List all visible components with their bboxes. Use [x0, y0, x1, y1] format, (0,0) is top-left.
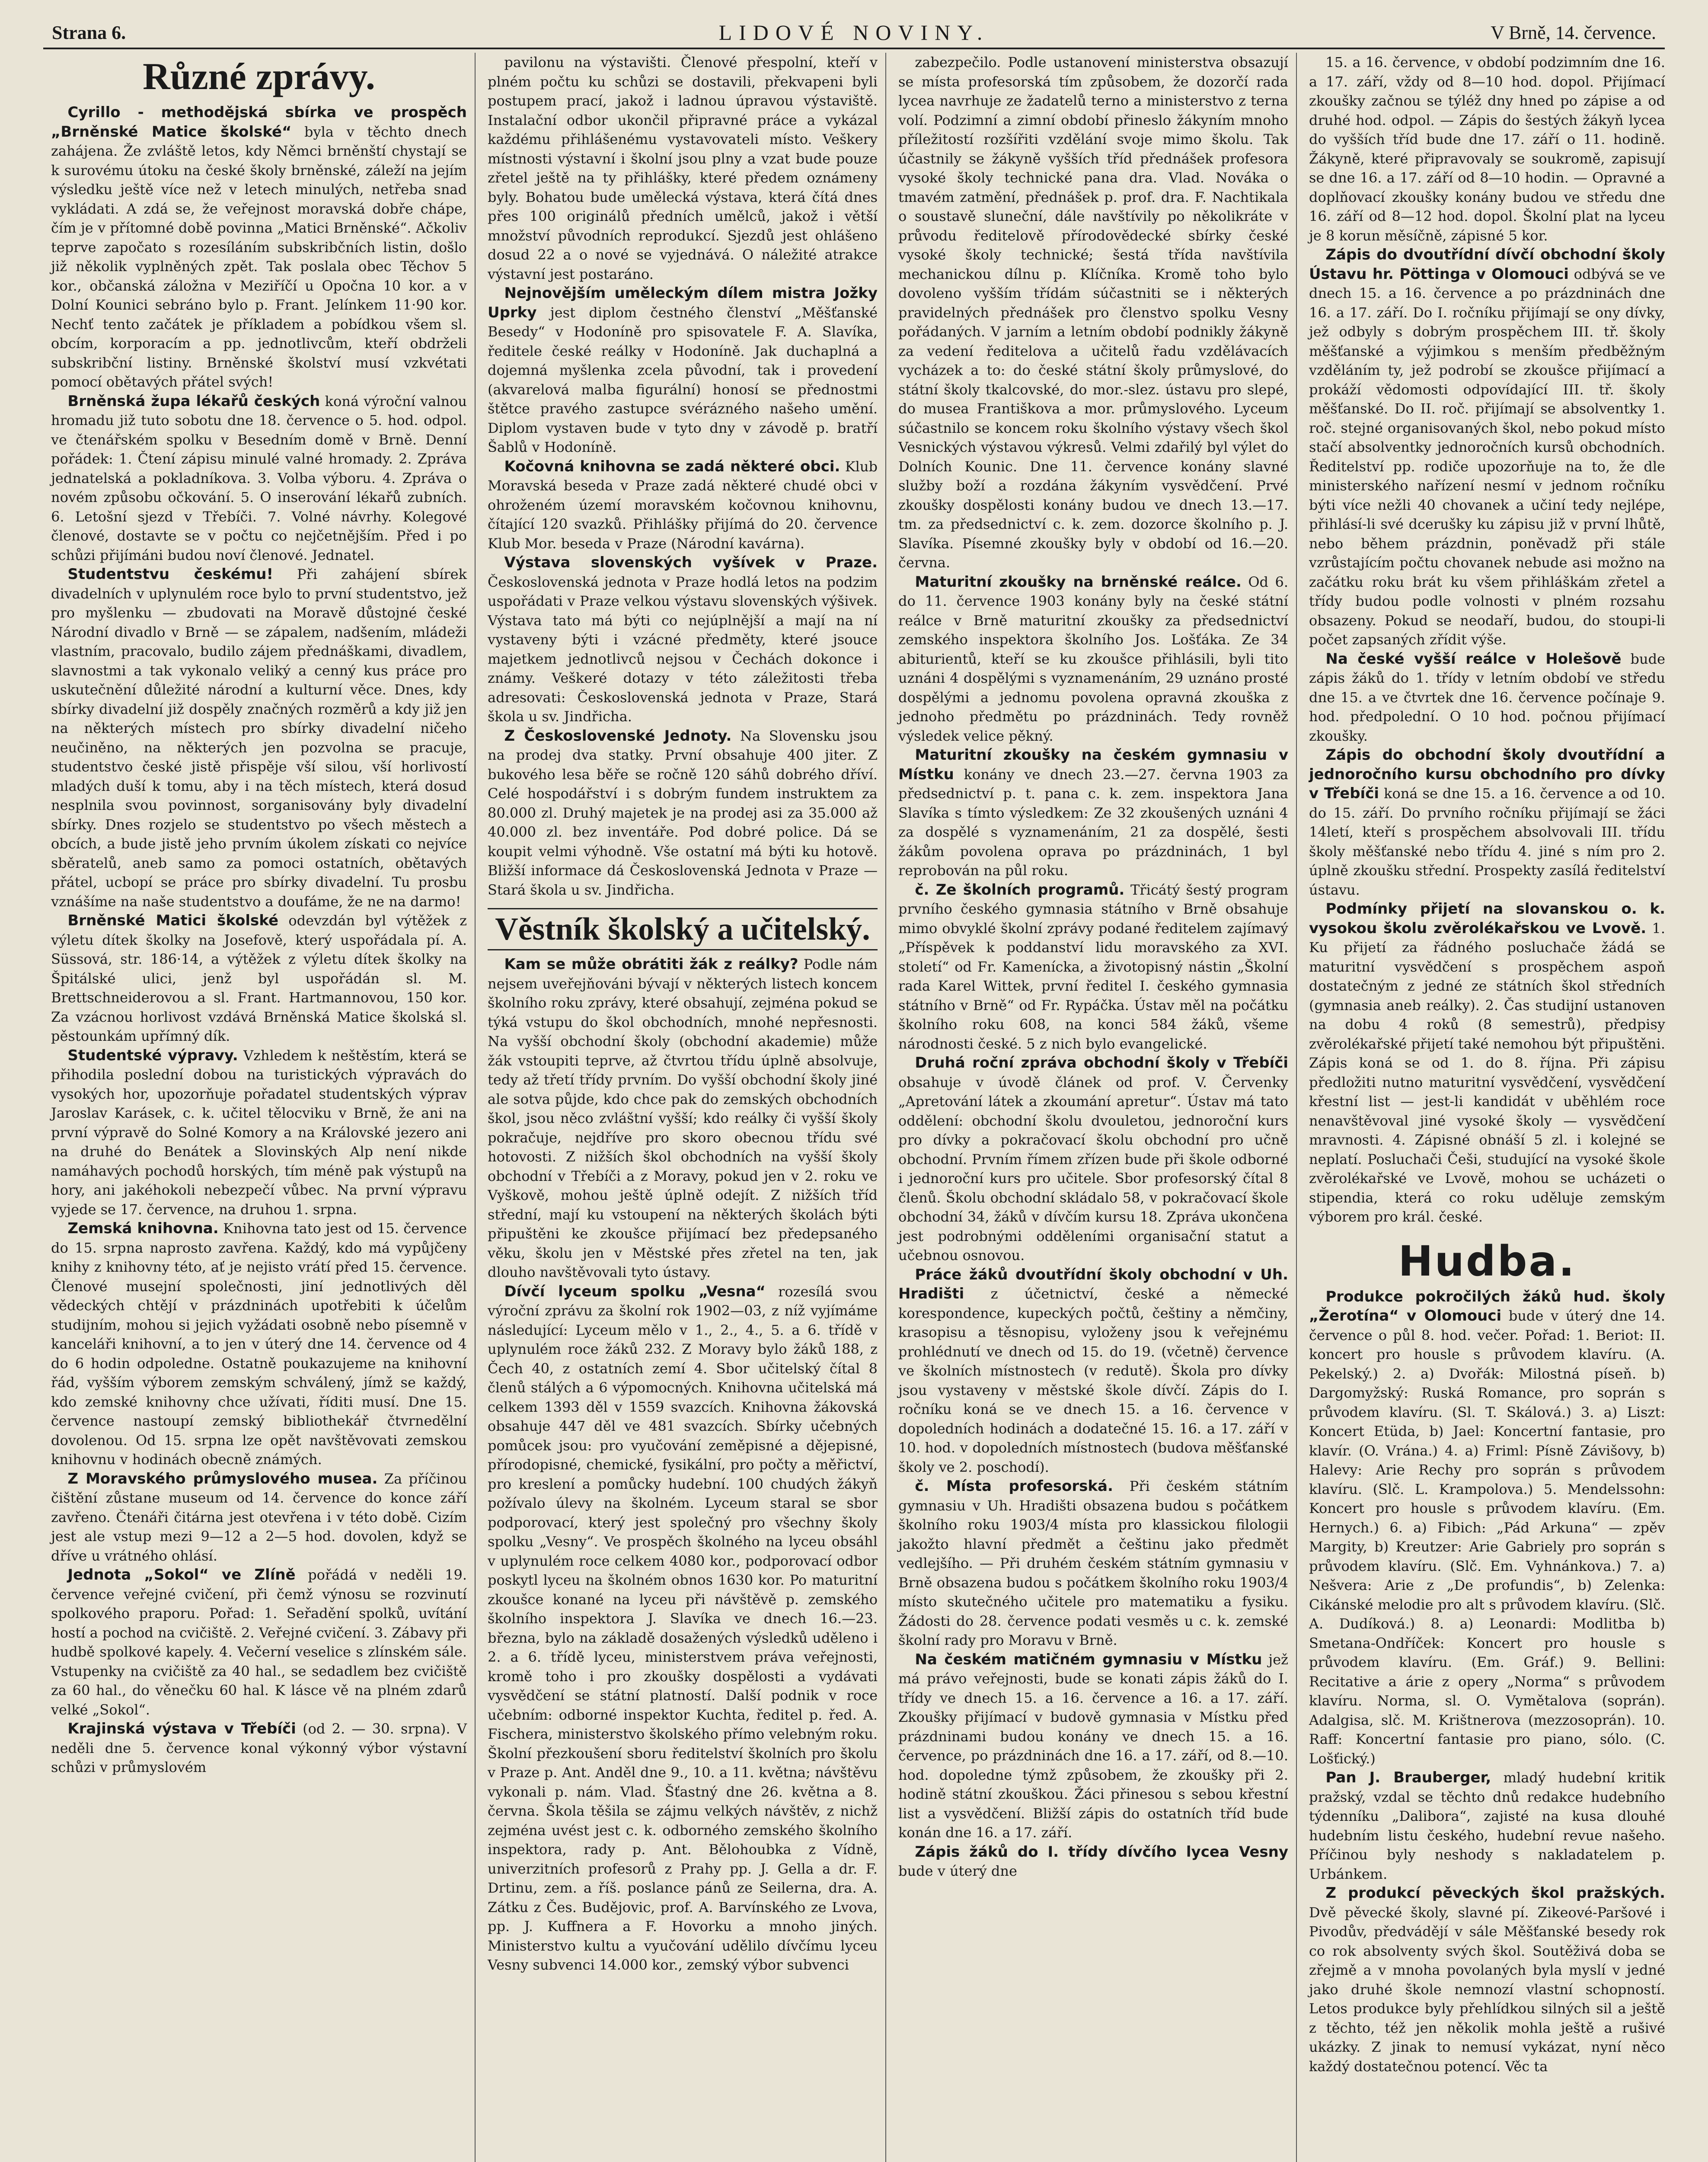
section-title-hudba: Hudba. [1398, 1237, 1576, 1286]
article-heading: Studentstvu českému! [67, 566, 274, 583]
article-paragraph [1309, 649, 1665, 746]
article-heading: Práce žáků dvoutřídní školy obchodní v Uh. Hradišti [898, 1266, 1288, 1302]
article-heading: Kam se může obrátiti žák z reálky? [504, 956, 798, 973]
article-paragraph [488, 726, 878, 900]
article-heading: č. Ze školních programů. [915, 881, 1125, 899]
masthead [43, 17, 1665, 49]
article-heading: Studentské výpravy. [67, 1046, 238, 1064]
article-text: odevzdán byl výtěžek z výletu dítek školky na Josefově, který uspořádala pí. A. Süssová, str. 186·14, a výtěžek z výletu dítek školky na Špitálské ulici, jenž byl uspořádán sl. M. Brettschneiderovou a sl. Frant. Hartmannovou, 150 kor. Za vzácnou horlivost vzdává Brněnská Matice školská sl. pěstounkám upřímný dík. [51, 912, 467, 1044]
article-text: Dvě pěvecké školy, slavné pí. Zikeové-Paršové i Pivodův, předvádějí v sále Měšťanské besedy rok co rok absolventy svých škol. Soutěživá doba se zřejmě a v mnoha povolaných byla myslí v jedné jako druhé škole nemnozí vlastní schopností. Letos produkce byly přehlídkou silných sil a ještě z těchto, též jen několik mohla ještě a rušivé ukázky. Z jinak to nemusí vykázat, nyní něco každý dostatečnou potencí. Věc ta [1309, 1904, 1665, 2075]
article-text: z účetnictví, české a německé korespondence, kupeckých počtů, češtiny a němčiny, krasopisu a těsnopisu, vyloženy jsou k veřejnému prohlédnutí ve dnech od 15. do 19. (včetně) července ve školních místnostech (v redutě). Škola pro dívky jsou vystaveny v městské škole dívčí. Zápis do I. ročníku koná se ve dnech 15. a 16. července v dopoledních hodinách a dodatečné 15. 16. a 17. září v 10. hod. v dopoledních místnostech (budova měšťanské školy ve 2. poschodí). [898, 1286, 1288, 1475]
article-text: jež má právo veřejnosti, bude se konati zápis žáků do I. třídy ve dnech 15. a 16. července a 16. a 17. září. Zkoušky přijímací v budově gymnasia v Místku před prázdninami budou konány ve dnech 15. a 16. července, po prázdninách dne 16. a 17. září, od 8.—10. hod. dopoledne týmž způsobem, že zkoušky při 2. hodině státní zkouškou. Žáci přinesou s sebou křestní list a vysvědčení. Bližší zápis do ostatních tříd bude konán dne 16. a 17. září. [898, 1651, 1289, 1841]
issue-date: V Brně, 14. července. [1491, 22, 1656, 43]
article-text: koná se dne 15. a 16. července a od 10. do 15. září. Do prvního ročníku přijímají se žáci 14letí, kteří s prospěchem absolvovali III. třídu školy měšťanské nebo třídu 4. jiné s ním pro 2. úplně zkoušku střední. Prospekty zasílá ředitelství ústavu. [1309, 785, 1665, 898]
article-paragraph [1309, 1884, 1665, 2076]
article-heading: Zápis do obchodní školy dvoutřídní a jednoročního kursu obchodního pro dívky v Třebíči [1309, 746, 1665, 802]
article-text: pořádá v neděli 19. července veřejné cvičení, při čemž výnosu se rozvinutí spolkového praporu. Pořad: 1. Seřadění spolků, uvítání hostí a pochod na cvičiště. 2. Veřejné cvičení. 3. Zábavy při hudbě spolkové kapely. 4. Večerní veselice s zlínském sále. Vstupenky na cvičiště za 40 hal., se sedadlem bez cvičiště za 60 hal., do věnečku 60 hal. K lásce vě na plném zdarů velké „Sokol“. [51, 1567, 467, 1718]
article-heading: Druhá roční zpráva obchodní školy v Třebíči [915, 1054, 1288, 1071]
article-paragraph [51, 1469, 467, 1566]
article-text: Třicátý šestý program prvního českého gymnasia státního v Brně obsahuje mimo obvyklé školní zprávy podané ředitelem zajímavý „Příspěvek k poddanství lidu moravského za XVI. století“ od Fr. Kamenícka, a životopisný nástin „Školní rada Karel Wittek, první ředitel I. českého gymnasia státního v Brně“ od Fr. Rypáčka. Ústav měl na počátku školního roku 608, na konci 584 žáků, všeme národnosti české. 5 z nich bylo evangelické. [898, 881, 1289, 1052]
column-2 [480, 53, 886, 2162]
article-paragraph [1309, 1287, 1665, 1769]
article-text: pavilonu na výstavišti. Členové přespolní, kteří v plném počtu ku schůzi se dostavili, překvapeni byli postupem prací, jakož i ladnou úpravou výstaviště. Instalační odbor ukončil připravné práce a vykázal každému přihlášenému vystavovateli místo. Veškery místnosti výstavní i školní jsou plny a vzat bude pouze zřetel ještě na ty přihlášky, které předem oznámeny byly. Bohatou bude umělecká výstava, která čítá dnes přes 100 originálů předních umělců, jakož i větší množství původních reprodukcí. Sjezdů jest ohlášeno dosud 22 a o nové se vyjednává. O náležité atrakce výstavní jest postaráno. [488, 54, 878, 282]
article-heading: Z Československé Jednoty. [504, 727, 732, 745]
article-text: 1. Ku přijetí za řádného posluchače žádá se maturitní vysvědčení s prospěchem aspoň dostatečným z jedné ze státních škol středních (gymnasia aneb reálky). 2. Čas studijní ustanoven na dobu 4 roků (8 semestrů), předpisy zvěrolékařské přijetí také nemohou být připuštěni. Zápis koná se od 1. do 8. října. Při zápisu předložiti nutno maturitní vysvědčení, vysvědčení křestní list — jest-li kandidát v uběhlém roce nenavštěvoval jiné vysoké školy — vysvědčení mravnosti. 4. Zápisné obnáší 5 zl. i kolejné se neplatí. Posluchači Češi, studující na vysoké škole zvěrolékařské ve Lvově, mohou se ucházeti o stipendia, která co roku uděluje zemským výborem pro král. české. [1309, 920, 1665, 1225]
article-paragraph [898, 53, 1288, 572]
article-heading: Zemská knihovna. [67, 1220, 219, 1237]
article-heading: Výstava slovenských vyšívek v Praze. [504, 554, 878, 571]
article-paragraph [488, 955, 878, 1282]
article-text: mladý hudební kritik pražský, vzdal se těchto dnů redakce hudebního týdenníku „Dalibora“, zajisté na kusa dlouhé hudebním listu českého, hudební revue našeho. Příčinou byly neshody s nakladatelem p. Urbánkem. [1309, 1769, 1665, 1882]
article-heading: č. Místa profesorská. [915, 1478, 1113, 1495]
article-heading: Podmínky přijetí na slovanskou o. k. vysokou školu zvěrolékařskou ve Lvově. [1309, 900, 1665, 937]
article-text: bude zápis žáků do 1. třídy v letním období ve středu dne 15. a ve čtvrtek dne 16. července počínaje 9. hod. předpolední. O 10 hod. počnou přijímací zkoušky. [1309, 650, 1666, 744]
article-paragraph [1309, 1768, 1665, 1884]
article-text: jest diplom čestného členství „Měšťanské Besedy“ v Hodoníně pro spisovatele F. A. Slavíka, ředitele české reálky v Hodoníně. Jak duchaplná a dojemná myšlenka zcela původní, tak i provedení (akvarelová malba figurální) honosí se přednostmi štětce pravého zastupce svérázného našeho umění. Diplom vystaven bude v tyto dny v závodě p. bratří Šablů v Hodoníně. [488, 304, 878, 455]
article-heading: Maturitní zkoušky na brněnské reálce. [915, 573, 1242, 591]
article-heading: Brněnská župa lékařů českých [67, 392, 320, 410]
article-heading: Cyrillo - methodějská sbírka ve prospěch „Brněnské Matice školské“ [51, 104, 467, 141]
column-4 [1301, 53, 1673, 2162]
article-heading: Dívčí lyceum spolku „Vesna“ [504, 1282, 766, 1300]
article-text: Od 6. do 11. července 1903 konány byly na české státní reálce v Brně maturitní zkoušky za předsednictví zemského inspektora školního Jos. Lošťáka. Ze 34 abiturientů, kteří se ku zkoušce přihlásili, byli tito uznáni 4 dospělými s vyznamenáním, 29 uznáno prosté dospělými a jednomu povolena opravná zkouška z jednoho předmětu po prázdninách. Tedy rovněž výsledek velice pěkný. [898, 573, 1289, 744]
article-text: obsahuje v úvodě článek od prof. V. Červenky „Apretování látek a zkoumání apretur“. Ústav má tato oddělení: obchodní školu dvouletou, jednoroční kurs pro dívky a pokračovací školu obchodní pro učně obchodní. Prvním římem zřízen bude při škole odborné i jednoroční kurs pro učitele. Sbor profesorský čítal 8 členů. Školu obchodní skládalo 58, v pokračovací škole obchodní 34, žáků v dívčím kursu 18. Zpráva ukončena jest podrobnými odděleními organisační statut a učebnou osnovou. [898, 1074, 1288, 1263]
article-text: Klub Moravská beseda v Praze zadá některé chudé obci v ohroženém území moravském kočovnou knihovnu, čítající 120 svazků. Přihlášky přijímá do 20. července Klub Mor. beseda v Praze (Národní kavárna). [488, 458, 878, 552]
article-paragraph [51, 1046, 467, 1219]
article-paragraph [51, 103, 467, 392]
article-heading: Z Moravského průmyslového musea. [67, 1470, 378, 1487]
article-paragraph [51, 565, 467, 911]
article-heading: Brněnské Matici školské [67, 912, 279, 929]
section-title-vestnik: Věstník školský a učitelský. [488, 908, 878, 950]
article-paragraph [1309, 899, 1665, 1227]
article-heading: Na české vyšší reálce v Holešově [1325, 650, 1622, 668]
article-paragraph [898, 1477, 1288, 1650]
article-paragraph [898, 1265, 1288, 1477]
columns [43, 53, 1665, 2162]
article-heading: Krajinská výstava v Třebíči [67, 1720, 296, 1737]
article-paragraph [1309, 245, 1665, 649]
article-paragraph [488, 1282, 878, 1975]
article-text: Na Slovensku jsou na prodej dva statky. První obsahuje 400 jiter. Z bukového lesa běře se ročně 120 sáhů dobrého dříví. Celé hospodářství i s dobrým fundem instruktem za 80.000 zl. Druhý majetek je na prodej asi za 35.000 až 40.000 zl. bez inventáře. Pod dobré police. Dá se koupit velmi výhodně. Vše ostatní má býti ku hotově. Bližší informace dá Československá Jednota v Praze — Stará škola u sv. Jindřicha. [488, 727, 878, 898]
article-paragraph [488, 53, 878, 284]
article-text: byla v těchto dnech zahájena. Že zvláště letos, kdy Němci brněnští chystají se k surovému útoku na české školy brněnské, záleží na jejím výsledku ještě více než v letech minulých, netřeba snad vykládati. A zdá se, že veřejnost moravská dobře chápe, čím je v přítomné době povinna „Matici Brněnské“. Ačkoliv teprve započato s rozesíláním subskribčních listin, došlo již několik vyplněných zpět. Tak poslala obec Těchov 5 kor., občanská záložna v Meziříčí u Opočna 10 kor. a v Dolní Kounici sebráno bylo p. Frant. Jelínkem 11·90 kor. Nechť tento začátek je příkladem a pobídkou všem sl. obcím, korporacím a pp. jednotlivcům, kteří obdrželi subskribční listiny. Brněnské školství musí vzkvétati pomocí obětavých přátel svých! [51, 123, 467, 390]
article-paragraph [51, 1719, 467, 1777]
article-heading: Na českém matičném gymnasiu v Místku [915, 1650, 1262, 1668]
article-paragraph [1309, 745, 1665, 899]
article-text: Za příčinou čištění zůstane museum od 14. července do konce září zavřeno. Čtenáři čitárna jest otevřena i v této době. Cizím jest ale vstup mezi 9—12 a 2—5 hod. dovolen, když se dříve u vrátného ohlásí. [51, 1470, 467, 1564]
article-paragraph [898, 745, 1288, 880]
article-text: odbývá se ve dnech 15. a 16. července a po prázdninách dne 16. a 17. září. Do I. ročníku přijímají se ony dívky, jež odbyly s dobrým prospěchem III. tř. školy měšťanské a výjimkou s menším předběžným vzděláním ty, jež podrobí se zkoušce přijímací a prokáží vědomosti odpovídající III. tř. školy měšťanské. Do II. roč. přijímají se absolventky 1. roč. stejné organisovaných škol, nebo pokud místo stačí absolventky jednoročních kursů obchodních. Ředitelství pp. rodiče upozorňuje na to, že dle ministerského nařízení nesmí v jednom ročníku býti více nežli 40 chovanek a učiní tedy nejlépe, přihlásí-li své dcerušky ku zápisu již v první lhůtě, nebo během prázdnin, poněvadž při stále vzrůstajícím počtu chovanek nebude asi možno na začátku roku brát ku všem přihláškám zřetel a třídy budou podle volnosti v plném rozsahu obsazeny. Pokud se neodaří, budou, do stoupi-li počet zapsaných zřídit výše. [1309, 265, 1665, 648]
article-text: (od 2. — 30. srpna). V neděli dne 5. července konal výkonný výbor výstavní schůzi v průmyslovém [51, 1721, 467, 1775]
article-text: Knihovna tato jest od 15. července do 15. srpna naprosto zavřena. Každý, kdo má vypůjčeny knihy z knihovny této, ať je nejisto vrátí před 15. července. Členové musejní společnosti, jiní jednotlivých děl vědeckých chtějí v prázdninách upotřebiti k účelům studijním, mohou si jejich vyžádati osobně nebo písemně v kanceláři knihovní, a to jen v úterý dne 14. července od 4 do 6 hodin odpoledne. Ostatně poukazujeme na knihovní řád, vyšším výborem zemským schválený, jímž se každý, kdo zemské knihovny chce užívati, říditi musí. Dne 15. července nastoupí zemský bibliothekář čtvrnedělní dovolenou. Od 15. srpna lze opět navštěvovati zemskou knihovnu v hodinách obecně známých. [51, 1220, 467, 1468]
article-text: rozesílá svou výroční zprávu za školní rok 1902—03, z níž vyjímáme následující: Lyceum mělo v 1., 2., 4., 5. a 6. třídě v uplynulém roce žáků 232. Z Moravy bylo žáků 188, z Čech 40, z ostatních zemí 4. Sbor učitelský čítal 8 členů stálých a 6 výpomocných. Knihovna učitelská má celkem 1393 děl v 1559 svazcích. Knihovna žákovská obsahuje 447 děl ve 481 svazcích. Sbírky učebných pomůcek jsou: pro vyučování zeměpisné a dějepisné, přírodopisné, chemické, fysikální, pro počty a měřictví, pro kreslení a pomůcky hudební. 100 chudých žákyň požívalo úlevy na školném. Lyceum staral se sbor podporovací, který jest společný pro všechny školy spolku „Vesny“. Ve prospěch školného na lyceu obsáhl v uplynulém roce celkem 4080 kor., podporovací odbor poskytl lyceu na školném obnos 1630 kor. Po maturitní zkoušce konané na lyceu při návštěvě p. zemského školního inspektora J. Slavíka ve dnech 16.—23. března, bylo na základě dosažených výsledků uděleno i 2. a 6. třídě lyceu, ministerstvem práva veřejnosti, kromě toho i pro zkoušky dospělosti a vydávati vysvědčení se státní platností. Další podnik v roce učebním: odborné inspektor Kuchta, ředitel p. řed. A. Fischera, ministerstvo školského přímo velebným roku. Školní přezkoušení sboru ředitelství školních pro školu v Praze p. Ant. Anděl dne 9., 10. a 11. května; návštěvu vykonali p. nám. Vlad. Šťastný dne 26. května a 8. června. Škola těšila se zájmu velkých návštěv, z nichž zejména uvést jest c. k. odborného zemského školního inspektora, rady p. Ant. Bělohoubka z Vídně, univerzitních profesorů z Prahy pp. J. Gella a dr. F. Drtinu, zem. a říš. poslance pánů ze Seilerna, dra. A. Zátku z Čes. Budějovic, prof. A. Barvínského ze Lvova, pp. J. Kuffnera a F. Hovorku a mnoho jiných. Ministerstvo kultu a vyučování udělilo dívčímu lyceu Vesny subvenci 14.000 kor., zemský výbor subvenci [488, 1283, 878, 1973]
section-title-ruzne-zpravy: Různé zprávy. [143, 56, 375, 98]
article-paragraph [51, 392, 467, 565]
article-text: Při českém státním gymnasiu v Uh. Hradišti obsazena budou s počátkem školního roku 1903/4 místa pro klassickou filologii jakožto hlavní předmět a češtinu jako předmět vedlejšího. — Při druhém českém státním gymnasiu v Brně obsazena budou s počátkem školního roku 1903/4 místo skutečného učitele pro matematiku a fysiku. Žádosti do 28. července podati vesměs u c. k. zemské školní rady pro Moravu v Brně. [898, 1478, 1288, 1648]
article-paragraph [898, 1053, 1288, 1265]
article-paragraph [488, 284, 878, 457]
article-paragraph [898, 1842, 1288, 1881]
article-heading: Zápis do dvoutřídní dívčí obchodní školy Ústavu hr. Pöttinga v Olomouci [1309, 246, 1665, 283]
article-paragraph [898, 880, 1288, 1054]
article-text: bude v úterý dne 14. července o půl 8. hod. večer. Pořad: 1. Beriot: II. koncert pro housle s průvodem klavíru. (A. Pekelský.) 2. a) Dvořák: Milostná píseň. b) Dargomyžský: Ruská Romance, pro soprán s průvodem klavíru. (Sl. T. Skálová.) 3. a) Liszt: Koncert Etüda, b) Jael: Koncertní fantasie, pro klavír. (O. Vrána.) 4. a) Friml: Písně Závišovy, b) Halevy: Arie Rechy pro soprán s průvodem klavíru. (Slč. L. Krampolova.) 5. Mendelssohn: Koncert pro housle s průvodem klavíru. (Em. Hernych.) 6. a) Fibich: „Pád Arkuna“ — zpěv Margity, b) Kreutzer: Arie Gabriely pro soprán s průvodem klavíru. (Slč. Em. Vyhnánkova.) 7. a) Nešvera: Arie z „De profundis“, b) Zelenka: Cikánské melodie pro alt s průvodem klavíru. (Slč. A. Dudíková.) 8. a) Leonardi: Modlitba b) Smetana-Ondříček: Koncert pro housle s průvodem klavíru. (Em. Gráf.) 9. Bellini: Recitative a árie z opery „Norma“ s průvodem klavíru. Norma, sl. O. Vymětalova (soprán). Adalgisa, slč. M. Krištnerova (mezzosoprán). 10. Raff: Koncertní fantasie pro piano, sólo. (C. Lošťický.) [1309, 1308, 1666, 1767]
article-paragraph [488, 553, 878, 726]
page-number: Strana 6. [52, 22, 126, 43]
column-3 [891, 53, 1297, 2162]
newspaper-title: LIDOVÉ NOVINY. [718, 20, 990, 45]
article-heading: Zápis žáků do I. třídy dívčího lycea Vesny [915, 1843, 1288, 1861]
article-paragraph [1309, 53, 1665, 245]
article-text: konány ve dnech 23.—27. června 1903 za předsednictví p. t. pana c. k. zem. inspektora Jana Slavíka s tímto výsledkem: Ze 32 zkoušených uznáni 4 za dospělé s vyznamenáním, 21 za dospělé, šesti žákům povolena oprava po prázdninách, 1 byl reprobován na půl roku. [898, 766, 1288, 879]
article-text: Vzhledem k neštěstím, která se přihodila poslední dobou na turistických výpravách do vysokých hor, upozorňuje pořadatel studentských výprav Jaroslav Karásek, c. k. učitel tělocviku v Brně, že ani na první výpravě do Solné Komory a na Královské jezero ani na druhé do Benátek a Slovinských Alp není nikde namáhavých pochodů horských, tím méně pak výstupů na hory, ani jakéhokoli nebezpečí vůbec. Na první výpravu vyjede se 17. července, na druhou 1. srpna. [51, 1047, 467, 1218]
article-text: koná výroční valnou hromadu již tuto sobotu dne 18. července o 5. hod. odpol. ve čtenářském spolku v Besedním domě v Brně. Denní pořádek: 1. Čtení zápisu minulé valné hromady. 2. Zpráva jednatelská a pokladníkova. 3. Volba výboru. 4. Zpráva o novém způsobu očkování. 5. O inserování lékařů zubních. 6. Letošní sjezd v Třebíči. 7. Volné návrhy. Kolegové členové, dostavte se v počtu co nejčetnějším. Před i po schůzi přijímáni budou noví členové. Jednatel. [51, 393, 467, 563]
article-heading: Jednota „Sokol“ ve Zlíně [67, 1566, 296, 1583]
article-text: Při zahájení sbírek divadelních v uplynulém roce bylo to první studentstvo, jež pro myšlenku — zbudovati na Moravě důstojné české Národní divadlo v Brně — se zápalem, nadšením, mládeži vlastním, pracovalo, budilo zájem přednáškami, divadlem, slavnostmi a tak vykonalo veliký a cenný kus práce pro uskutečnění důležité národní a kulturní věce. Dnes, kdy sbírky divadelní již dospěly značných rozměrů a kdy již jen na některých místech pro sbírky divadelní ničeho neučiněno, na některých jen pozvolna se pracuje, studentstvo české jistě přispěje vší silou, vší horlivostí mladých duší k tomu, aby i na těch místech, která dosud nesplnila svou povinnost, sorganisovány byly divadelní sbírky. Dnes rozjelo se studentstvo po všech městech a obcích, a bude jistě jeho prvním úkolem získati co nejvíce sběratelů, aneb samo za pomoci ostatních, obětavých přátel, ucbopí se práce pro sbírky divadelní. Tu prosbu vznášíme na naše studentstvo a doufáme, že ne na darmo! [51, 566, 467, 910]
article-heading: Z produkcí pěveckých škol pražských. [1325, 1884, 1665, 1902]
article-heading: Nejnovějším uměleckým dílem mistra Jožky Uprky [488, 285, 878, 321]
article-heading: Pan J. Brauberger, [1325, 1769, 1491, 1786]
article-paragraph [51, 1565, 467, 1719]
article-paragraph [898, 572, 1288, 746]
article-text: Československá jednota v Praze hodlá letos na podzim uspořádati v Praze velkou výstavu slovenských výšivek. Výstava tato má býti co nejúplnější a mají na ní vystaveny býti i vzácné předměty, které jsouce majetkem jednotlivců nejsou v Čechách dokonce i známy. Veškeré dotazy v této záležitosti třeba adresovati: Československá jednota v Praze, Stará škola u sv. Jindřicha. [488, 573, 878, 725]
article-text: zabezpečilo. Podle ustanovení ministerstva obsazují se místa profesorská tím způsobem, že dozorčí rada lycea navrhuje ze žadatelů terno a ministerstvo z terna volí. Podzimní a zimní období přineslo žákyním mnoho příležitostí rozšířiti vzdělání svoje mimo školu. Tak účastnily se žákyně vyšších tříd přednášek profesora vysoké školy technické pana dra. Vlad. Nováka o tmavém zatmění, přednášek p. prof. dra. F. Nachtikala o soustavě sluneční, dále navštívily po několikráte v průvodu ředitelově přírodovědecké sbírky české vysoké školy technické; šestá třída navštívila mechanickou dílnu p. Klíčníka. Kromě toho bylo dovoleno vyšším třídám súčastniti se i některých pravidelných přednášek pro členstvo spolku Vesny pořádaných. V jarním a letním období podnikly žákyně za vedení ředitelova a učitelů řadu vzdělávacích vycházek a to: do české státní školy průmyslové, do státní školy tkalcovské, do mor.-slez. ústavu pro slepé, do musea Františkova a mor. průmyslového. Lyceum súčastnilo se koncem roku školního výstavy všech škol Vesnických výstavou výkresů. Velmi zdařilý byl výlet do Dolních Kounic. Dne 11. července konány slavné služby boží a rozdána žákyním vysvědčení. Prvé zkoušky dospělosti konány budou ve dnech 13.—17. tm. za předsednictví c. k. zem. dozorce školního p. J. Slavíka. Písemné zkoušky byly v období od 16.—20. června. [898, 54, 1288, 571]
article-paragraph [488, 457, 878, 553]
article-heading: Maturitní zkoušky na českém gymnasiu v Místku [898, 746, 1288, 783]
article-paragraph [51, 1219, 467, 1469]
column-1 [43, 53, 476, 2162]
article-paragraph [51, 911, 467, 1046]
article-heading: Produkce pokročilých žáků hud. školy „Žerotína“ v Olomouci [1309, 1288, 1665, 1324]
article-text: Podle nám nejsem uveřejňováni bývají v některých listech koncem školního roku zprávy, které obsahují, zejména pokud se týká vstupu do škol obchodních, mnohé nepřesnosti. Na vyšší obchodní školy (obchodní akademie) může žák vstoupiti teprve, až čtvrtou třídu úplně absolvuje, tedy až třetí třídy prvním. Do vyšší obchodní školy jiné ale sotva půjde, kdo chce pak do zemských obchodních škol, jsou něco zvláštní vyšší; kdo reálky či vyšší školy pokračuje, nejdříve pro skoro obecnou třídu své hotovosti. Z nižších škol obchodních na vyšší školy obchodní v Třebíči a z Moravy, pokud jen v 2. roku ve Vyškově, mohou ještě úplně odejít. Z nižších tříd střední, mají ku vstoupení na některých školách býti připuštěni ke zkoušce přijímací bez předepsaného věku, školu jen v Městské přes zřetel na ten, jak dlouho navštěvovali tyto ústavy. [488, 956, 878, 1280]
article-heading: Kočovná knihovna se zadá některé obci. [504, 457, 840, 475]
article-text: 15. a 16. července, v období podzimním dne 16. a 17. září, vždy od 8—10 hod. dopol. Přijímací zkoušky začnou se týléž dny hned po zápise a od druhé hod. odpol. — Zápis do šestých žákyň lycea do vyšších tříd bude dne 17. září o 11. hodině. Žákyně, které připravovaly se soukromě, zapisují se dne 16. a 17. září od 8—10 hodin. — Opravné a doplňovací zkoušky konány budou ve středu dne 16. září od 8—12 hod. dopol. Školní plat na lyceu je 8 korun měsíčně, zápisné 5 kor. [1309, 54, 1665, 244]
article-paragraph [898, 1650, 1288, 1842]
article-text: bude v úterý dne [898, 1863, 1017, 1879]
